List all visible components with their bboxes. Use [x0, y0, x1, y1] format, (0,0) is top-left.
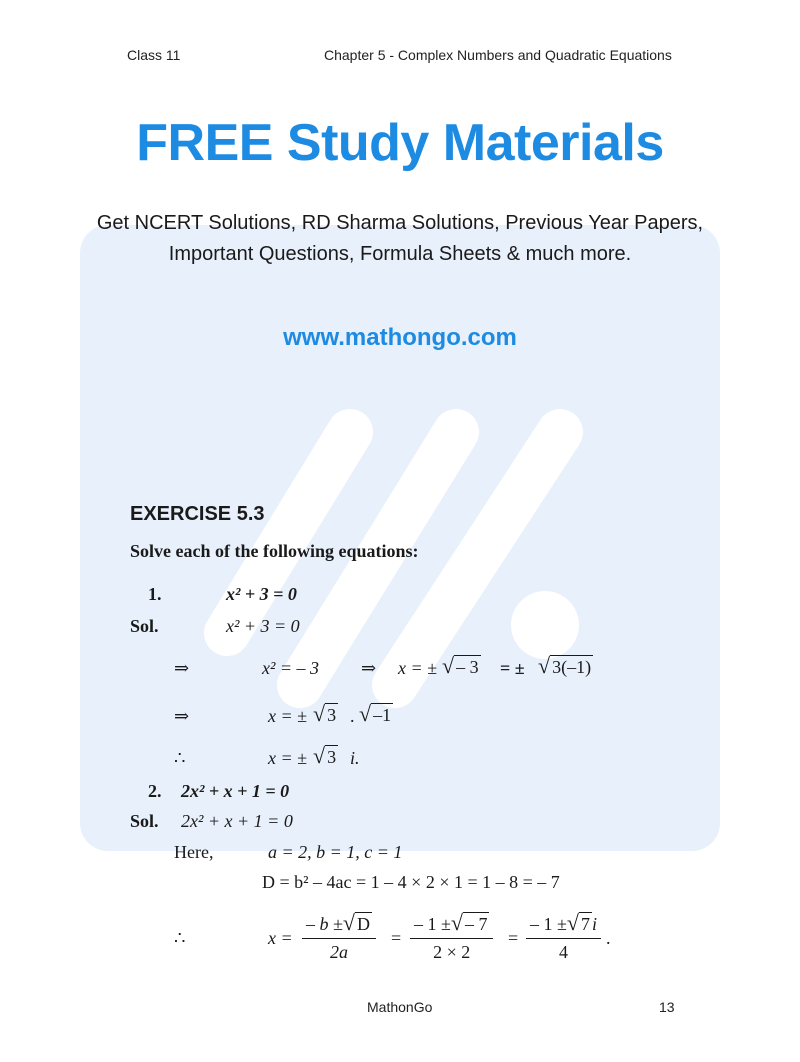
q2-frac1-num-rad: D [356, 914, 370, 934]
q2-final-eq2: = [391, 928, 402, 948]
q2-frac2-num-pre: – 1 ± [414, 914, 451, 934]
q2-frac1: $\frac{- b \pm√ D}{2a}$ [302, 910, 376, 963]
exercise-instruction: Solve each of the following equations: [130, 541, 419, 561]
q2-question: 2x² + x + 1 = 0 [181, 781, 290, 801]
q1-step1-eq2: = ± [500, 658, 525, 678]
footer-brand: MathonGo [367, 999, 433, 1015]
q2-frac2: $\frac{- 1 \pm√ - 7}{2 \times 2}$ [410, 910, 493, 963]
promo-subtitle-line1: Get NCERT Solutions, RD Sharma Solutions, Previous Year Papers, [96, 212, 704, 234]
q2-sol-label: Sol. [130, 811, 159, 831]
q2-here-label: Here, [174, 842, 214, 862]
promo-url-link[interactable]: www.mathongo.com [283, 324, 517, 351]
q1-step1-arrow2: ⇒ [361, 658, 377, 678]
q1-number: 1. [148, 584, 162, 604]
promo-title: FREE Study Materials [136, 114, 664, 172]
q1-step3-radical: √ 3 [313, 743, 337, 768]
q1-step1-radicand2: 3(–1) [552, 657, 592, 677]
q2-frac1-num-pre: – b ± [306, 914, 343, 934]
q2-discriminant: D = b² – 4ac = 1 – 4 × 2 × 1 = 1 – 8 = – 7 [262, 872, 560, 892]
q1-sol-line: x² + 3 = 0 [226, 616, 300, 636]
q1-step1-lhs: x² = – 3 [262, 658, 320, 678]
q2-frac3: $\frac{- 1 \pm√ 7 i}{4}$ [526, 910, 601, 963]
page-number: 13 [659, 999, 675, 1015]
q1-step1-radical2: √ 3(–1) [538, 653, 592, 678]
q2-number: 2. [148, 781, 162, 801]
q1-step2-radicand2: –1 [373, 705, 392, 725]
q2-coefficients: a = 2, b = 1, c = 1 [268, 842, 403, 862]
q1-step2-dot: . [350, 706, 355, 726]
q2-final-lhs: x = [268, 928, 293, 948]
q1-step2-arrow: ⇒ [174, 706, 190, 726]
q1-step2-radical1: √ 3 [313, 701, 337, 726]
q1-question: x² + 3 = 0 [226, 584, 297, 604]
q2-final-therefore: ∴ [174, 928, 186, 948]
q2-frac3-num-pre: – 1 ± [530, 914, 567, 934]
q2-frac3-num-rad: 7 [580, 914, 590, 934]
q2-frac2-den: 2 × 2 [433, 942, 471, 962]
q1-step3-eq: x = ± [268, 748, 308, 768]
q1-step3-therefore: ∴ [174, 748, 186, 768]
q1-step3-radicand: 3 [327, 747, 337, 767]
q2-final-period: . [606, 928, 611, 948]
q1-step1-radical1: √ – 3 [442, 653, 479, 678]
q1-sol-label: Sol. [130, 616, 159, 636]
class-label: Class 11 [127, 47, 181, 63]
q1-step1-radicand1: – 3 [456, 657, 479, 677]
q2-frac3-den: 4 [558, 942, 568, 962]
q1-step2-eq: x = ± [268, 706, 308, 726]
q1-step1-arrow: ⇒ [174, 658, 190, 678]
promo-subtitle-line2: Important Questions, Formula Sheets & much more. [168, 243, 632, 265]
chapter-label: Chapter 5 - Complex Numbers and Quadratic Equations [324, 47, 672, 63]
q2-final-eq3: = [508, 928, 519, 948]
q1-step3-tail: i. [350, 748, 360, 768]
q2-frac1-den: 2a [329, 942, 348, 962]
q2-sol-line: 2x² + x + 1 = 0 [181, 811, 293, 831]
q2-frac2-num-rad: – 7 [464, 914, 488, 934]
q1-step2-radical2: √ –1 [359, 701, 392, 726]
q1-step1-eq: x = ± [398, 658, 438, 678]
exercise-title: EXERCISE 5.3 [130, 503, 265, 525]
q2-frac3-num-post: i [591, 914, 597, 934]
q1-step2-radicand1: 3 [327, 705, 337, 725]
